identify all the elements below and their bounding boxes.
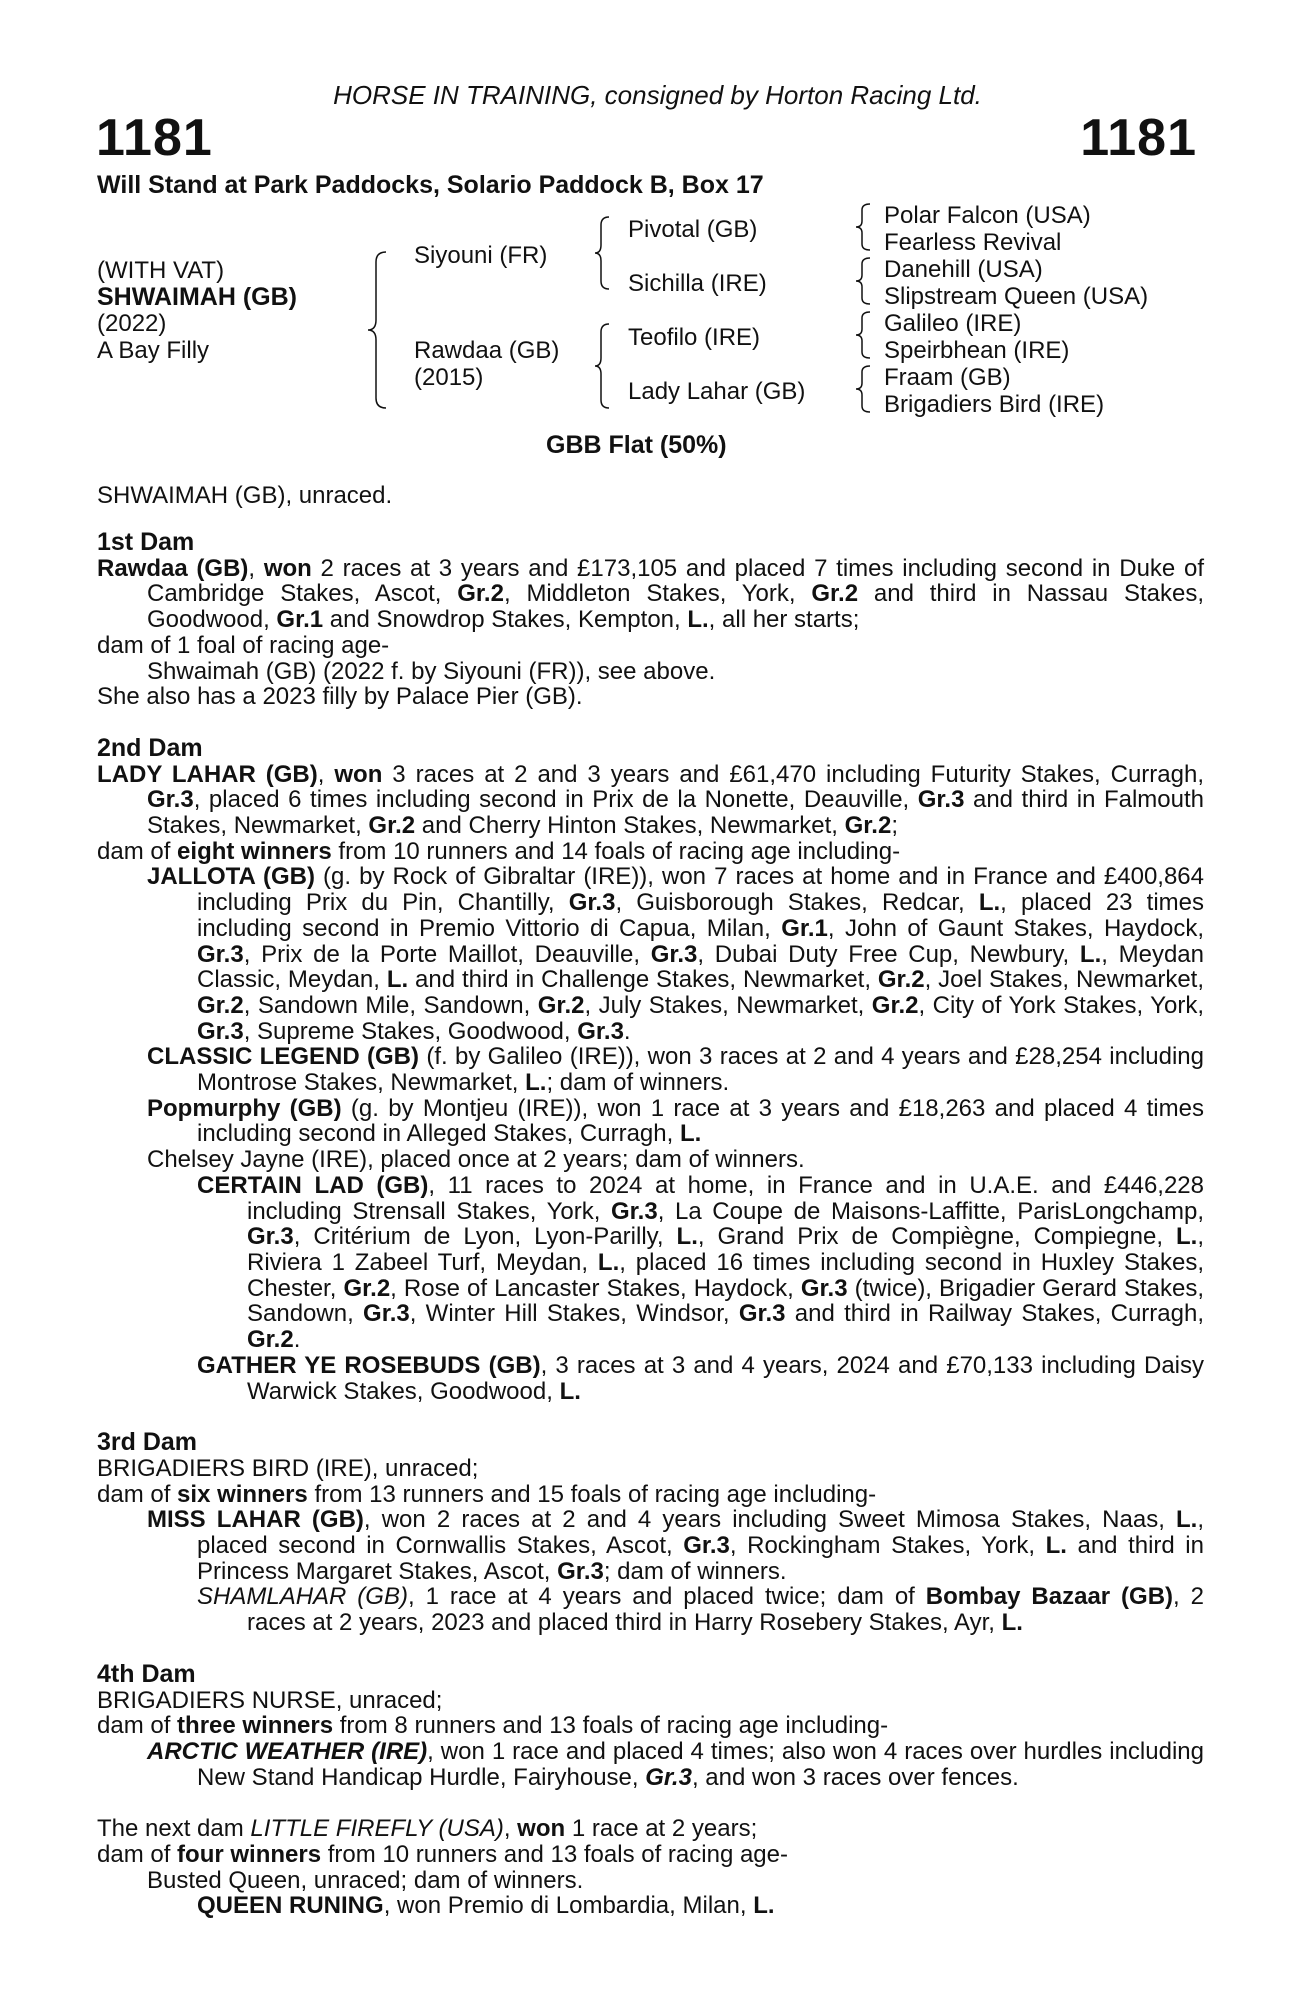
dss-name: Galileo (IRE) [884,310,1022,337]
dam-year: (2015) [414,364,484,391]
fourth-dam-record: BRIGADIERS NURSE, unraced; [97,1686,443,1714]
dam-dam: Lady Lahar (GB) [628,378,806,405]
sss-name: Polar Falcon (USA) [884,202,1091,229]
stand-location: Will Stand at Park Paddocks, Solario Paddock B, Box 17 [97,171,764,199]
sire-sire: Pivotal (GB) [628,216,758,243]
fourth-dam-produce: dam of three winners from 8 runners and 13 foals of racing age including- [97,1712,889,1740]
produce-busted-queen: Busted Queen, unraced; dam of winners. [147,1866,584,1894]
horse-description: A Bay Filly [97,337,210,364]
vat-label: (WITH VAT) [97,257,225,284]
dsd-name: Speirbhean (IRE) [884,337,1070,364]
ddd-name: Brigadiers Bird (IRE) [884,391,1105,418]
dam-name: Rawdaa (GB) [414,337,560,364]
second-dam-heading: 2nd Dam [97,733,203,762]
produce-shamlahar: SHAMLAHAR (GB), 1 race at 4 years and placed twice; dam of Bombay Bazaar (GB), 2 races at 2 years, 2023 and placed third in Harry Rosebery Stakes, Ayr, L. [197,1583,1204,1637]
next-dam-produce: dam of four winners from 10 runners and 13 foals of racing age- [97,1841,788,1869]
horse-year: (2022) [97,310,167,337]
sdd-name: Slipstream Queen (USA) [884,283,1149,310]
produce-certain-lad: CERTAIN LAD (GB), 11 races to 2024 at home, in France and in U.A.E. and £446,228 including Strensall Stakes, York, Gr.3, La Coupe de Maisons-Laffitte, ParisLongchamp, Gr.3, Critérium de Lyon, Lyon-Parilly, L., Grand Prix de Compiègne, Compiegne, L., Riviera 1 Zabeel Turf, Meydan, L., placed 16 times including second in Huxley Stakes, Chester, Gr.2, Rose of Lancaster Stakes, Haydock, Gr.3 (twice), Brigadier Gerard Stakes, Sandown, Gr.3, Winter Hill Stakes, Windsor, Gr.3 and third in Railway Stakes, Curragh, Gr.2. [197,1171,1205,1354]
sire-dam: Sichilla (IRE) [628,270,767,297]
produce-arctic-weather: ARCTIC WEATHER (IRE), won 1 race and placed 4 times; also won 4 races over hurdles including New Stand Handicap Hurdle, Fairyhouse, Gr.3, and won 3 races over fences. [147,1737,1204,1791]
pedigree-bracket-2 [593,215,613,291]
gbb-rating: GBB Flat (50%) [546,431,727,459]
produce-classic-legend: CLASSIC LEGEND (GB) (f. by Galileo (IRE)), won 3 races at 2 and 4 years and £28,254 including Montrose Stakes, Newmarket, L.; dam of winners. [147,1043,1205,1097]
second-dam-produce: dam of eight winners from 10 runners and 14 foals of racing age including- [97,837,901,865]
pedigree-bracket-5 [854,256,874,306]
produce-jallota: JALLOTA (GB) (g. by Rock of Gibraltar (IRE)), won 7 races at home and in France and £400,864 including Prix du Pin, Chantilly, Gr.3, Guisborough Stakes, Redcar, L., placed 23 times including second in Premio Vittorio di Capua, Milan, Gr.1, John of Gaunt Stakes, Haydock, Gr.3, Prix de la Porte Maillot, Deauville, Gr.3, Dubai Duty Free Cup, Newbury, L., Meydan Classic, Meydan, L. and third in Challenge Stakes, Newmarket, Gr.2, Joel Stakes, Newmarket, Gr.2, Sandown Mile, Sandown, Gr.2, July Stakes, Newmarket, Gr.2, City of York Stakes, York, Gr.3, Supreme Stakes, Goodwood, Gr.3. [147,863,1205,1045]
produce-queen-runing: QUEEN RUNING, won Premio di Lombardia, Milan, L. [197,1892,775,1920]
lot-number-right: 1181 [1080,109,1197,167]
next-dam-record: The next dam LITTLE FIREFLY (USA), won 1 race at 2 years; [97,1815,758,1843]
first-dam-also: She also has a 2023 filly by Palace Pier (GB). [97,683,583,711]
sds-name: Danehill (USA) [884,256,1043,283]
pedigree-bracket-4 [854,202,874,252]
catalogue-content [97,530,1204,1919]
horse-race-record: SHWAIMAH (GB), unraced. [97,482,393,509]
first-dam-foal-entry: Shwaimah (GB) (2022 f. by Siyouni (FR)), see above. [147,657,716,685]
produce-gather-ye-rosebuds: GATHER YE ROSEBUDS (GB), 3 races at 3 and 4 years, 2024 and £70,133 including Daisy Warwick Stakes, Goodwood, L. [197,1351,1204,1405]
ssd-name: Fearless Revival [884,229,1062,256]
third-dam-produce: dam of six winners from 13 runners and 15 foals of racing age including- [97,1480,877,1508]
first-dam-record: Rawdaa (GB), won 2 races at 3 years and £173,105 and placed 7 times including second in Duke of Cambridge Stakes, Ascot, Gr.2, Middleton Stakes, York, Gr.2 and third in Nassau Stakes, Goodwood, Gr.1 and Snowdrop Stakes, Kempton, L., all her starts; [97,554,1205,634]
pedigree-bracket-1 [366,250,390,410]
first-dam-foals: dam of 1 foal of racing age- [97,631,390,659]
sire-name: Siyouni (FR) [414,242,548,269]
fourth-dam-heading: 4th Dam [97,1659,196,1688]
pedigree-bracket-3 [593,322,613,410]
produce-chelsey-jayne: Chelsey Jayne (IRE), placed once at 2 years; dam of winners. [147,1146,805,1174]
dam-sire: Teofilo (IRE) [628,324,761,351]
lot-number-left: 1181 [96,109,213,167]
produce-popmurphy: Popmurphy (GB) (g. by Montjeu (IRE)), won 1 race at 3 years and £18,263 and placed 4 times including second in Alleged Stakes, Curragh, L. [147,1094,1204,1148]
second-dam-record: LADY LAHAR (GB), won 3 races at 2 and 3 years and £61,470 including Futurity Stakes, Curragh, Gr.3, placed 6 times including second in Prix de la Nonette, Deauville, Gr.3 and third in Falmouth Stakes, Newmarket, Gr.2 and Cherry Hinton Stakes, Newmarket, Gr.2; [97,760,1204,840]
page-subtitle: HORSE IN TRAINING, consigned by Horton Racing Ltd. [333,80,982,110]
pedigree-bracket-6 [854,310,874,360]
dds-name: Fraam (GB) [884,364,1011,391]
third-dam-heading: 3rd Dam [97,1428,198,1457]
third-dam-record: BRIGADIERS BIRD (IRE), unraced; [97,1454,479,1482]
first-dam-heading: 1st Dam [97,528,195,556]
produce-miss-lahar: MISS LAHAR (GB), won 2 races at 2 and 4 years including Sweet Mimosa Stakes, Naas, L., placed second in Cornwallis Stakes, Ascot, Gr.3, Rockingham Stakes, York, L. and third in Princess Margaret Stakes, Ascot, Gr.3; dam of winners. [147,1506,1204,1585]
horse-name: SHWAIMAH (GB) [97,283,297,311]
pedigree-bracket-7 [854,364,874,414]
